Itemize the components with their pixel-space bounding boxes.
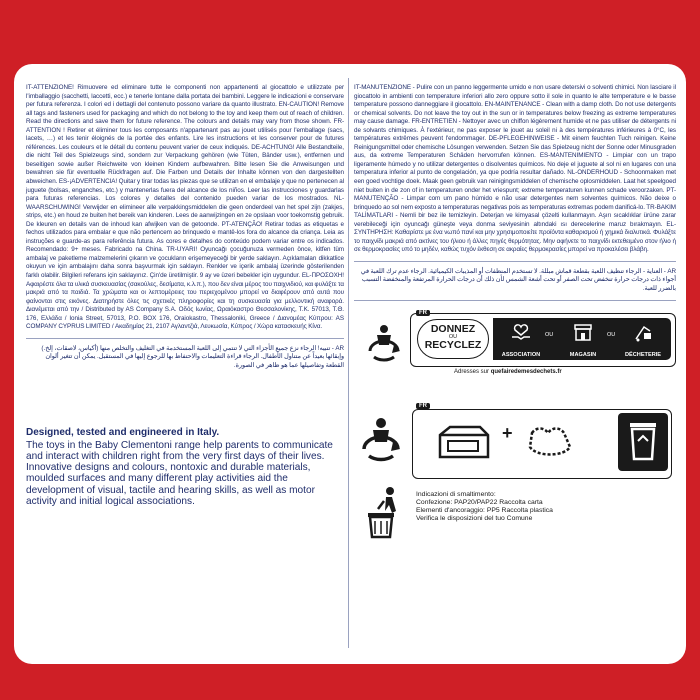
option-decheterie — [617, 318, 669, 360]
disposal-title: Indicazioni di smaltimento: — [416, 490, 496, 498]
insert-icon — [526, 423, 574, 463]
separator-line — [26, 338, 344, 339]
option-decheterie-label: DÉCHETERIE — [624, 351, 662, 358]
option-association-label: ASSOCIATION — [501, 351, 541, 358]
separator-line — [354, 261, 676, 262]
packaging-panel — [14, 64, 686, 664]
designed-section — [26, 427, 344, 508]
ou-label: OU — [448, 333, 458, 340]
disposal-section — [354, 485, 676, 545]
adresses-line — [454, 369, 562, 375]
triman-icon — [366, 321, 402, 363]
disposal-check: Verifica le disposizioni del tuo Comune — [416, 515, 533, 523]
safety-warnings-text: IT-ATTENZIONE! Rimuovere ed eliminare tutte le componenti non appartenenti al giocattolo e utilizzate per l'imballaggio (sacchetti, laccetti, ecc.) e tenerle lontane dalla portata dei bambini. Leggere le indicazioni e conservare per futura referenza. I colori ed i dettagli del contenuto possono variare da quanto illustrato. EN-CAUTION! Remove all tags and fasteners used for packaging and which do not belong to the toy and keep them out of reach of children. Read the directions and save them for future reference. The colours and details may vary from those shown. FR-ATTENTION ! Retirer et éliminer tous les composants n'appartenant pas au jouet utilisés pour l'emballage (sacs, lacets, …) et les tenir éloignés de la portée des enfants. Lire les instructions et les conserver pour de futures références. Les couleurs et le détail du contenu peuvent varier de ceux indiqués. DE-ACHTUNG! Alle Bestandteile, die nicht Teil des Spielzeugs sind, sondern zur Verpackung gehören (wie Tüten, Bänder usw.), entfernen und beseitigen sowie außer Reichweite von kleinen Kindern aufbewahren. Bitte lesen Sie die Anweisungen und bewahren sie für eventuelle Rückfragen auf. Die Farben und Details der Inhalte können von den dargestellten abweichen. ES-¡ADVERTENCIA! Quitar y tirar todas las piezas que se utilizan en el embalaje y que no pertenecen al juguete (bolsas, enganches, etc.) y mantenerlas fuera del alcance de los niños. Leer las instrucciones y guardarlas para futuras referencias. Los colores y detalles del contenido pueden variar de los mostrados. NL-WAARSCHUWING! Verwijder en elimineer alle verpakkingsmiddelen die geen onderdeel van het spel zijn (zakjes, strips, etc.) en houd ze buiten het bereik van kinderen. Lees de aanwijzingen en ze opslaan voor toekomstig gebruik. De kleuren en details van de inhoud kan afwijken van de getoonde. PT-ATENÇÃO! Retirar todas as etiquetas e fechos utilizados para embalar e que não pertencem ao brinquedo e mantê-los fora do alcance da criança. Leia as instruções e guarde-as para referência futura. As cores e detalhes do conteúdo podem variar entre os indicados. Recomendado: 9+ meses. Fabricado na China. TR-UYARI! Oyuncağı çocuğunuza vermeden önce, kitfen tüm ambalaj ve paketleme malzemelerini çıkarın ve çocukların erişemeyeceği bir yerde saklayın. Açıklamaları dikkatlice okuyun ve için ambalajını daha sonra başvurmak için saklayın. Renkler ve içerik ambalaj üzerinde gösterilenden farklı olabilir. Bilgileri referans için saklayınız. Çin'de üretilmiştir. 9 ay ve üzeri bebekler için uygundur. EL-ΠΡΟΣΟΧΗ! Αφαιρέστε όλα τα υλικά συσκευασίας (σακούλες, δεσίματα, κ.λ.π.), που δεν είναι μέρος του παιχνιδιού, και φυλάξτε τα μακριά από τα παιδιά. Τα χρώματα και οι λεπτομέρειες του περιεχομένου μπορεί να διαφέρουν από αυτά που φαίνονται στις εικόνες. Διατηρήστε όλες τις σχετικές πληροφορίες και τη συσκευασία για μελλοντική αναφορά. Διανέμεται από την / Distributed by AS Company S.A. Οδός Ιωνίας, Ωραιόκαστρο Θεσσαλονίκης, Τ.Κ. 57013, Τ.Θ. 176, Ελλάδα / Ionia Street, 57013, P.O. BOX 176, Oraiokastro, Thessaloniki, Greece / Διανομέας Κύπρου: AS COMPANY CYPRUS LIMITED / Ακαδημίας 21, 2107 Αγλαντζιά, Λευκωσία, Κύπρος / Χώρα κατασκευής Κίνα. — [26, 84, 344, 331]
pictogram-row — [354, 401, 676, 481]
arabic-warning-text: AR - تنبيه! الرجاء نزع جميع الأجزاء التي لا تنتمي إلى اللعبة المستخدمة في التغليف والتخلص منها (أكياس، لاصقات، إلخ.) وإبقائها بعيداً عن متناول الأطفال. الرجاء قراءة التعليمات والاحتفاظ بها للرجوع إليها في المستقبل. يمكن أن تتغير ألوان القطعة وتفاصيلها عما هو ظاهر في الصورة. — [41, 344, 344, 369]
maintenance-text: IT-MANUTENZIONE - Pulire con un panno leggermente umido e non usare detersivi o solventi chimici. Non lasciare il giocattolo in ambienti con temperature inferiori allo zero oppure sotto il sole in quanto le alte temperature e le basse temperature possono danneggiare il giocattolo. EN-MAINTENANCE - Clean with a damp cloth. Do not use detergents or chemical solvents. Do not leave the toy out in the sun or in temperatures below freezing as extreme temperatures may cause damage. FR-ENTRETIEN - Nettoyer avec un chiffon légèrement humide et ne pas utiliser de détergents ni de solvants chimiques. À l'extérieur, ne pas exposer le jouet au soleil ni à des températures inférieures à 0°C, les températures extrêmes peuvent l'endommager. DE-PFLEGEHINWEISE - Mit einem feuchten Tuch reinigen. Keine Reinigungsmittel oder chemische Lösungen verwenden. Setzen Sie das Spielzeug nicht der Sonne oder Minusgraden aus, da extreme Temperaturen Schäden hervorrufen können. ES-MANTENIMIENTO - Limpiar con un trapo ligeramente húmedo y no utilizar detergentes o disolventes químicos. No deje el juguete al sol ni en lugares con una temperatura inferior al punto de congelación, ya que podría resultar dañado. NL-ONDERHOUD - Schoonmaken met een goed vochtige doek. Maak geen gebruik van reinigingsmiddelen of chemische oplosmiddelen. Laat het speelgoed niet buiten in de zon of in temperaturen onder het vriespunt; extreme temperaturen kunnen schade veroorzaken. PT-MANUTENÇÃO - Limpar com um pano húmido e não usar detergentes nem solventes químicos. Não deixe o brinquedo ao sol nem exposto a temperaturas negativas pois as temperaturas extremas podem danificá-lo. TR-BAKIM TALİMATLARI - Nemli bir bez ile temizleyin. Deterjan ve kimyasal çözelti kullanmayın. Aşırı sıcaklıklar ürüne zarar verebileceği için oyuncağı güneşte veya donma seviyesinin altındaki ısı derecelerine maruz bırakmayın. EL-ΣΥΝΤΗΡΗΣΗ: Καθαρίστε με ένα νωπό πανί και μην χρησιμοποιείτε προϊόντα καθαρισμού ή χημικά διαλυτικά. Φυλάξτε το παιχνίδι μακριά από ακτίνες του ήλιου ή άλλες πηγές θερμότητας. Μην αφήνετε το παιχνίδι εκτεθειμένο στον ήλιο ή σε θερμοκρασίες υπό το μηδέν, καθώς τυχόν έκθεση σε ακραίες θερμοκρασίες μπορεί να προκαλέσει βλάβη. — [354, 84, 676, 254]
heart-hands-icon — [510, 321, 532, 343]
disposal-options — [493, 318, 671, 360]
disposal-packaging: Confezione: PAP20/PAP22 Raccolta carta — [416, 498, 543, 506]
triman-box — [410, 309, 676, 367]
option-association — [495, 318, 547, 360]
ou-separator: OU — [607, 331, 616, 338]
sorting-bin-icon — [618, 413, 668, 471]
designed-description: The toys in the Baby Clementoni range help parents to communicate and interact with children right from the very first days of their lives. Innovative designs and colours, nontoxic and durable materials, moulded surfaces and many different play activities aid the development of visual, tactile and hearing skills, as well as motor activity and initial logical associations. — [26, 439, 333, 507]
arabic-maintenance-text: AR - العناية - الرجاء تنظيف اللعبة بقطعة قماش مبللة. لا تستخدم المنظفات أو المذيبات الكيميائية. الرجاء عدم ترك اللعبة في أجواء ذات درجات حرارة تنخفض تحت الصفر أو تحت أشعة الشمس لأن ذلك أن درجات الحرارة المرتفعة والمنخفضة التسبب بالضرر للعبة. — [360, 267, 676, 293]
fr-tag: FR — [416, 403, 430, 409]
tidyman-bin-icon — [364, 485, 404, 541]
donnez-label: DONNEZ — [430, 322, 476, 335]
donnez-recyclez-badge — [417, 319, 489, 359]
ou-separator: OU — [545, 331, 554, 338]
option-magasin — [557, 318, 609, 360]
adresses-website: quefairedemesdechets.fr — [490, 368, 562, 375]
fr-tag: FR — [416, 310, 430, 316]
triman-row — [354, 309, 676, 377]
shop-icon — [572, 321, 594, 343]
box-icon — [436, 423, 492, 463]
recycling-center-icon — [632, 321, 654, 343]
separator-line — [354, 300, 676, 301]
designed-title: Designed, tested and engineered in Italy. — [26, 426, 220, 438]
right-column — [354, 84, 676, 545]
left-column — [26, 84, 344, 507]
disposal-instructions — [416, 491, 553, 524]
column-divider — [348, 78, 349, 648]
plus-sign: + — [502, 422, 513, 443]
recyclez-label: RECYCLEZ — [424, 338, 482, 351]
option-magasin-label: MAGASIN — [569, 351, 597, 358]
adresses-prefix: Adresses sur — [454, 368, 490, 375]
disposal-anchors: Elementi d'ancoraggio: PP5 Raccolta plastica — [416, 507, 553, 515]
triman-recycle-icon — [360, 413, 402, 463]
